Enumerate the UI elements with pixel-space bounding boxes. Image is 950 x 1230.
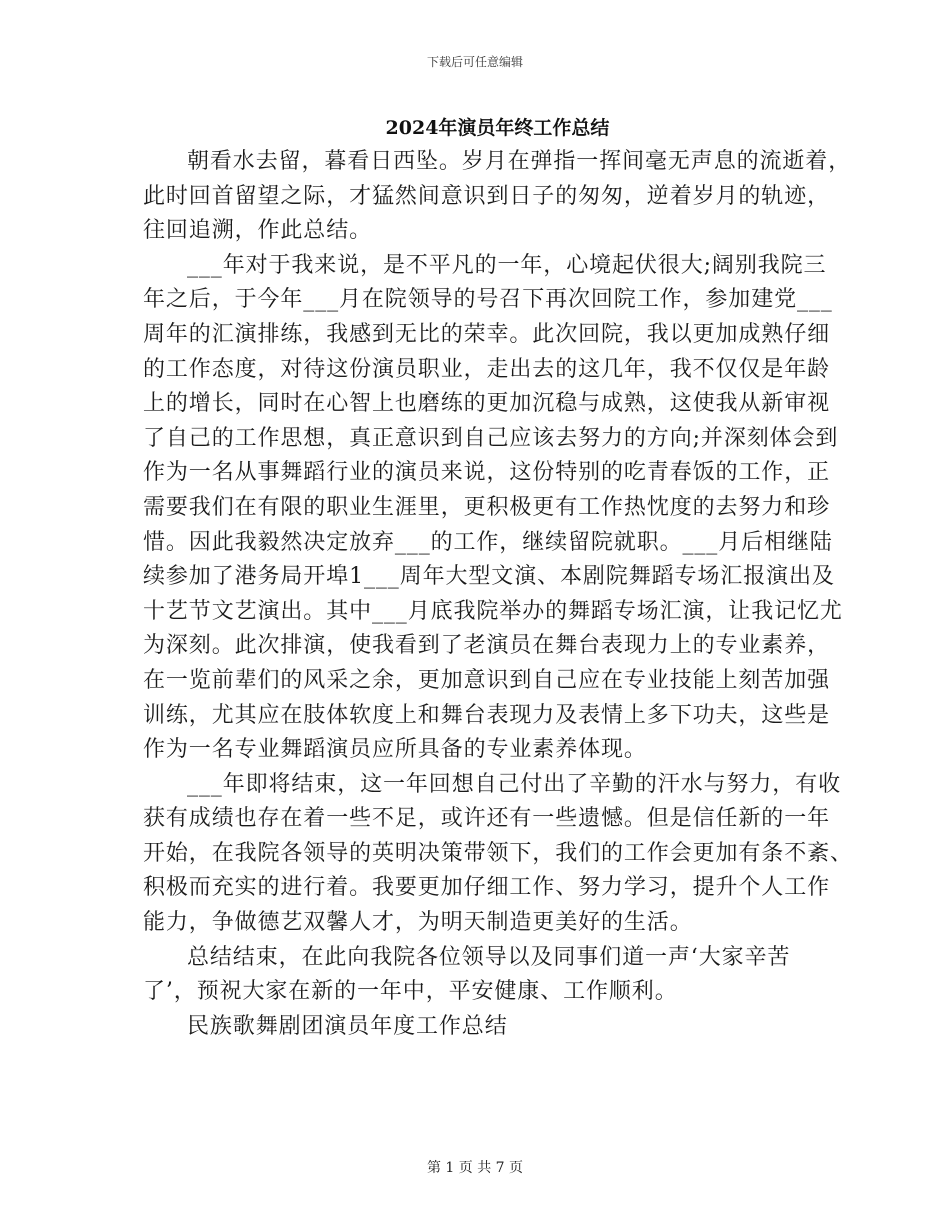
page-number: 第 1 页 共 7 页 <box>426 1160 524 1176</box>
document-title: 2024年演员年终工作总结 <box>385 117 610 139</box>
paragraph-line: 总结结束，在此向我院各位领导以及同事们道一声‘大家辛苦 <box>187 944 791 970</box>
paragraph <box>143 145 852 249</box>
paragraph-line: 在一览前辈们的风采之余，更加意识到自己应在专业技能上刻苦加强 <box>143 667 831 693</box>
paragraph-line: 为深刻。此次排演，使我看到了老演员在舞台表现力上的专业素养， <box>143 633 831 659</box>
header-note: 下载后可任意编辑 <box>426 55 523 69</box>
document-body <box>143 145 853 1044</box>
paragraph-line: 能力，争做德艺双馨人才，为明天制造更美好的生活。 <box>143 910 693 936</box>
paragraph-line: 训练，尤其应在肢体软度上和舞台表现力及表情上多下功夫，这些是 <box>143 702 831 728</box>
paragraph-line: 开始，在我院各领导的英明决策带领下，我们的工作会更加有条不紊、 <box>143 840 853 866</box>
paragraph-line: 上的增长，同时在心智上也磨练的更加沉稳与成熟，这使我从新审视 <box>143 391 831 417</box>
paragraph-line: 获有成绩也存在着一些不足，或许还有一些遗憾。但是信任新的一年 <box>143 806 831 832</box>
paragraph-line: 惜。因此我毅然决定放弃___的工作，继续留院就职。___月后相继陆 <box>143 529 833 555</box>
paragraph-line: 作为一名从事舞蹈行业的演员来说，这份特别的吃青春饭的工作，正 <box>143 460 831 486</box>
paragraph-line: 了自己的工作思想，真正意识到自己应该去努力的方向;并深刻体会到 <box>143 425 839 451</box>
paragraph-line: 的工作态度，对待这份演员职业，走出去的这几年，我不仅仅是年龄 <box>143 356 831 382</box>
paragraph-line: 此时回首留望之际，才猛然间意识到日子的匆匆，逆着岁月的轨迹， <box>143 183 831 209</box>
paragraph-line: 需要我们在有限的职业生涯里，更积极更有工作热忱度的去努力和珍 <box>143 494 831 520</box>
paragraph-line: 朝看水去留，暮看日西坠。岁月在弹指一挥间毫无声息的流逝着， <box>187 149 852 174</box>
paragraph-line: 十艺节文艺演出。其中___月底我院举办的舞蹈专场汇演，让我记忆尤 <box>143 598 843 624</box>
paragraph-line: 年之后，于今年___月在院领导的号召下再次回院工作，参加建党___ <box>143 287 833 313</box>
paragraph-line: 积极而充实的进行着。我要更加仔细工作、努力学习，提升个人工作 <box>143 875 831 901</box>
paragraph-line: 作为一名专业舞蹈演员应所具备的专业素养体现。 <box>143 737 647 763</box>
paragraph-line: 周年的汇演排练，我感到无比的荣幸。此次回院，我以更加成熟仔细 <box>143 321 831 347</box>
paragraph <box>143 249 843 768</box>
paragraph-line: 往回追溯，作此总结。 <box>143 218 373 244</box>
paragraph <box>143 941 813 1010</box>
paragraph-line: 续参加了港务局开埠1___周年大型文演、本剧院舞蹈专场汇报演出及 <box>143 564 835 590</box>
paragraph <box>143 768 853 941</box>
paragraph-line: 民族歌舞剧团演员年度工作总结 <box>187 1013 508 1039</box>
paragraph <box>143 1010 813 1045</box>
paragraph-line: 了’，预祝大家在新的一年中，平安健康、工作顺利。 <box>143 979 678 1005</box>
paragraph-line: ___年即将结束，这一年回想自己付出了辛勤的汗水与努力，有收 <box>187 771 842 797</box>
paragraph-line: ___年对于我来说，是不平凡的一年，心境起伏很大;阔别我院三 <box>187 252 827 278</box>
